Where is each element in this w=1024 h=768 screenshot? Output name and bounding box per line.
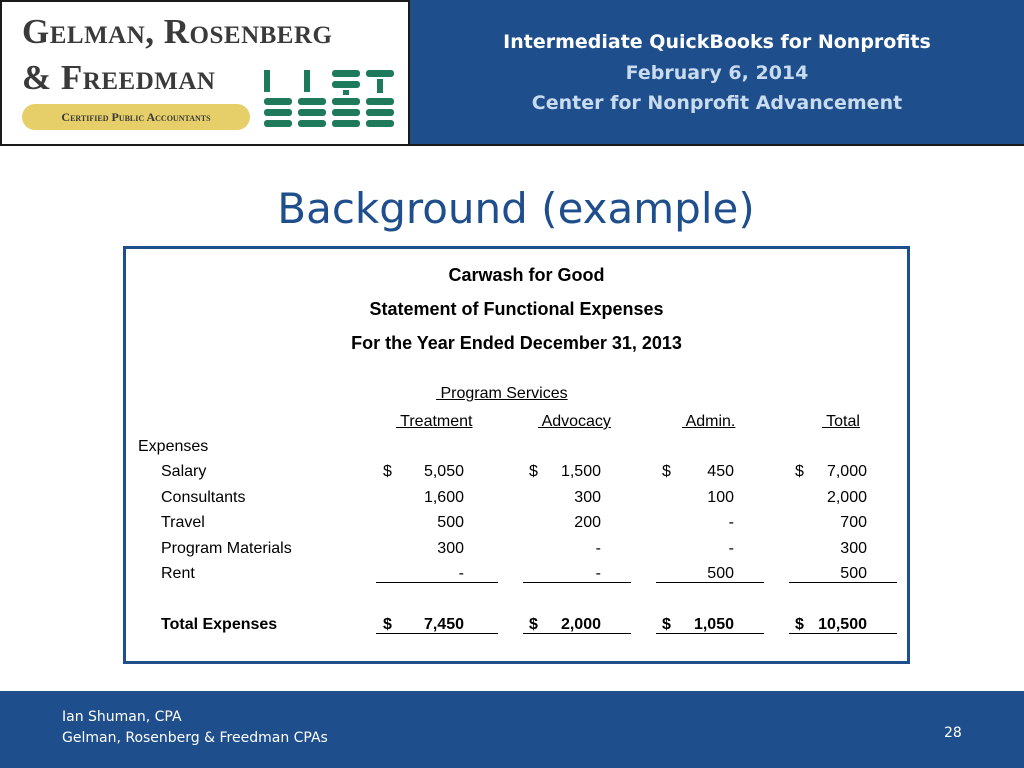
cell-advocacy: - <box>595 565 601 582</box>
cell-treatment: - <box>458 565 464 582</box>
dollar-sign: $ <box>529 463 538 480</box>
cell-treatment: 300 <box>437 540 464 557</box>
abacus-icon <box>262 68 402 130</box>
page-number: 28 <box>944 725 962 741</box>
subtotal-rule <box>523 582 631 583</box>
table-row <box>126 514 907 540</box>
course-title: Intermediate QuickBooks for Nonprofits <box>503 31 931 53</box>
dollar-sign: $ <box>795 463 804 480</box>
statement-org-name: Carwash for Good <box>448 265 605 285</box>
subtotal-rule <box>376 582 498 583</box>
cell-admin: 100 <box>707 489 734 506</box>
row-label: Total Expenses <box>161 616 278 633</box>
table-row <box>126 463 907 489</box>
cell-admin: 500 <box>707 565 734 582</box>
cell-admin: 450 <box>707 463 734 480</box>
dollar-sign: $ <box>662 463 671 480</box>
slide-title: Background (example) <box>277 184 755 233</box>
firm-logo <box>0 0 410 146</box>
cell-treatment: 7,450 <box>423 616 464 633</box>
dollar-sign: $ <box>662 616 671 633</box>
cell-advocacy: 200 <box>574 514 601 531</box>
statement-name: Statement of Functional Expenses <box>369 299 664 319</box>
cell-advocacy: - <box>595 540 601 557</box>
dollar-sign: $ <box>383 616 392 633</box>
total-rule <box>656 633 764 634</box>
cell-total: 300 <box>840 540 867 557</box>
firm-name: Gelman, Rosenberg & Freedman CPAs <box>62 730 328 746</box>
slide-footer <box>0 691 1024 768</box>
column-header-admin: Admin. <box>682 413 736 430</box>
cell-advocacy: 300 <box>574 489 601 506</box>
cell-treatment: 5,050 <box>423 463 464 480</box>
logo-line-1: Gelman, Rosenberg <box>22 12 333 51</box>
program-services-header: Program Services <box>436 385 568 402</box>
cell-advocacy: 2,000 <box>560 616 601 633</box>
course-date: February 6, 2014 <box>625 62 809 84</box>
table-row <box>126 489 907 515</box>
cell-advocacy: 1,500 <box>560 463 601 480</box>
subtotal-rule <box>789 582 897 583</box>
cell-total: 500 <box>840 565 867 582</box>
dollar-sign: $ <box>529 616 538 633</box>
logo-line-2: & Freedman <box>22 58 216 97</box>
cell-admin: - <box>728 540 734 557</box>
column-header-advocacy: Advocacy <box>538 413 611 430</box>
table-row <box>126 565 907 591</box>
cell-admin: - <box>728 514 734 531</box>
cell-total: 2,000 <box>826 489 867 506</box>
row-label: Consultants <box>161 489 246 506</box>
row-label: Program Materials <box>161 540 292 557</box>
host-organization: Center for Nonprofit Advancement <box>531 92 903 114</box>
row-label: Rent <box>161 565 195 582</box>
cell-treatment: 1,600 <box>423 489 464 506</box>
subtotal-rule <box>656 582 764 583</box>
total-rule <box>376 633 498 634</box>
row-label: Salary <box>161 463 207 480</box>
cell-total: 7,000 <box>826 463 867 480</box>
table-row <box>126 540 907 566</box>
section-label-expenses: Expenses <box>138 438 209 455</box>
presenter-name: Ian Shuman, CPA <box>62 709 182 725</box>
cell-admin: 1,050 <box>693 616 734 633</box>
statement-period: For the Year Ended December 31, 2013 <box>351 333 682 353</box>
dollar-sign: $ <box>383 463 392 480</box>
total-rule <box>523 633 631 634</box>
row-label: Travel <box>161 514 205 531</box>
functional-expenses-statement <box>123 246 910 664</box>
total-row <box>126 616 907 642</box>
dollar-sign: $ <box>795 616 804 633</box>
column-header-treatment: Treatment <box>396 413 473 430</box>
total-rule <box>789 633 897 634</box>
cell-total: 10,500 <box>818 616 867 633</box>
cell-total: 700 <box>840 514 867 531</box>
cell-treatment: 500 <box>437 514 464 531</box>
logo-banner: Certified Public Accountants <box>22 104 250 130</box>
slide-header <box>0 0 1024 146</box>
column-header-total: Total <box>822 413 860 430</box>
